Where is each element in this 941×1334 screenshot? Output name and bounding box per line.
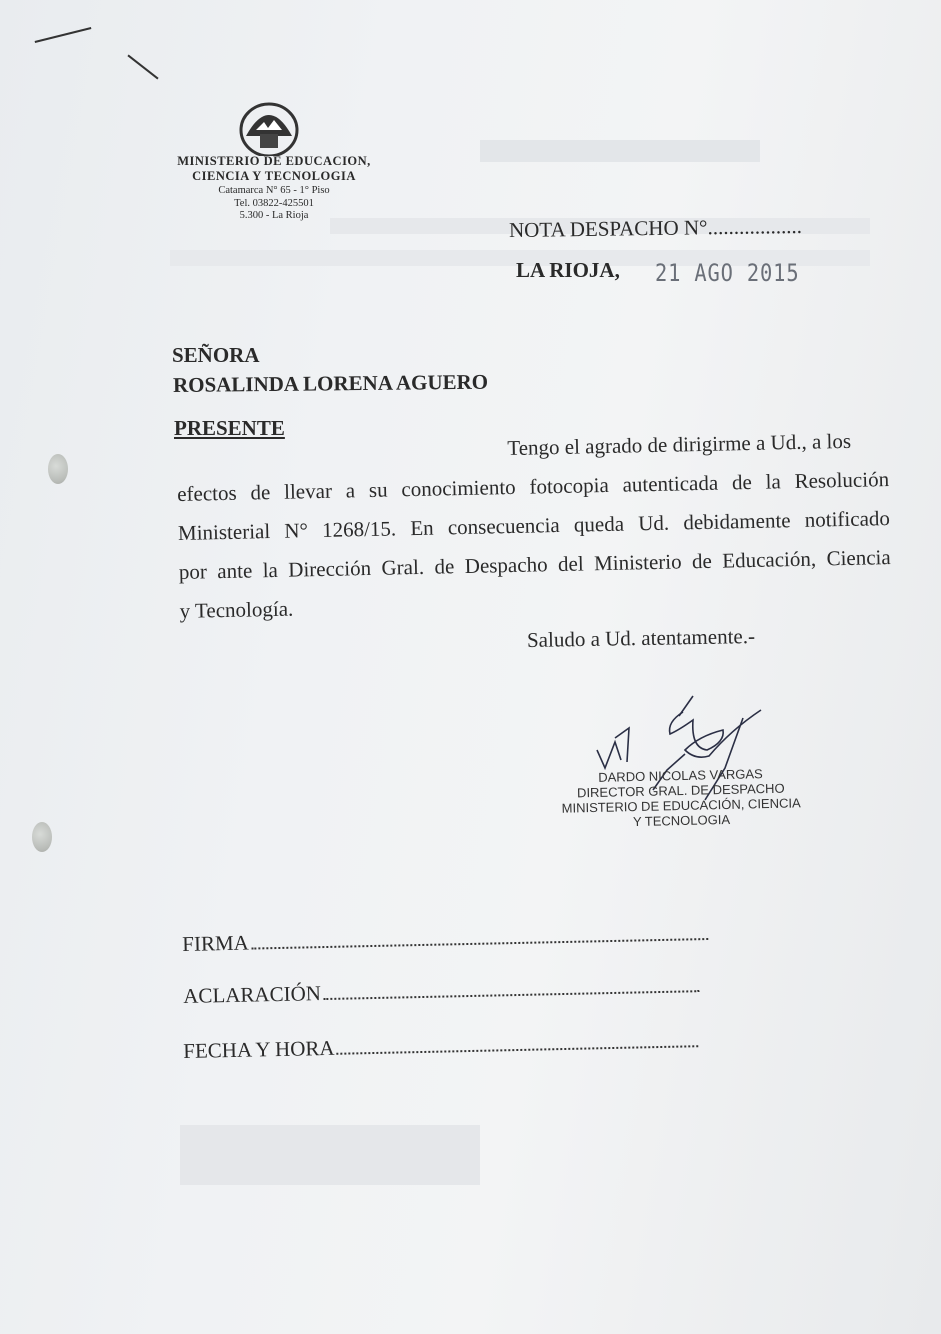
ministry-logo-icon <box>238 100 300 156</box>
nota-label: NOTA DESPACHO N° <box>508 215 708 243</box>
fecha-hora-line <box>337 1044 699 1055</box>
body-line: Tengo el agrado de dirigirme a Ud., a los <box>507 428 852 461</box>
punch-hole <box>48 454 68 484</box>
firma-line <box>251 937 708 950</box>
firma-field <box>182 921 708 957</box>
aclaracion-label: ACLARACIÓN <box>183 981 322 1008</box>
bleed-through-shadow <box>180 1125 480 1185</box>
punch-hole <box>32 822 52 852</box>
signatory-block <box>555 765 806 831</box>
recipient-presente: PRESENTE <box>174 416 285 440</box>
fecha-hora-label: FECHA Y HORA <box>183 1035 335 1063</box>
ministry-phone: Tel. 03822-425501 <box>234 197 314 209</box>
body-paragraph <box>176 421 892 631</box>
nota-number-dots: .................. <box>707 213 803 240</box>
body-line: Ministerial N° 1268/15. En consecuencia queda Ud. debidamente notificado <box>177 506 891 545</box>
recipient-title: SEÑORA <box>172 343 260 367</box>
ministry-header <box>168 154 380 223</box>
fecha-hora-field <box>183 1028 699 1064</box>
body-line: y Tecnología. <box>179 596 294 623</box>
signatory-org: Y TECNOLOGIA <box>632 811 731 830</box>
place-label: LA RIOJA, <box>516 258 620 282</box>
aclaracion-field <box>183 973 699 1009</box>
ministry-address: Catamarca N° 65 - 1° Piso <box>218 185 330 196</box>
ministry-name-line1: MINISTERIO DE EDUCACION, <box>177 154 371 168</box>
nota-despacho <box>509 214 802 243</box>
firma-label: FIRMA <box>182 930 250 956</box>
ministry-name-line2: CIENCIA Y TECNOLOGIA <box>192 169 356 183</box>
bleed-through-shadow <box>480 140 760 162</box>
signatory-org: MINISTERIO DE EDUCACIÓN, CIENCIA <box>561 795 801 816</box>
closing-salutation: Saludo a Ud. atentamente.- <box>526 624 756 652</box>
body-line: por ante la Dirección Gral. de Despacho del Ministerio de Educación, Ciencia <box>178 545 891 584</box>
recipient-name: ROSALINDA LORENA AGUERO <box>172 369 489 397</box>
signatory-name: DARDO NICOLAS VARGAS <box>598 766 763 785</box>
body-line: efectos de llevar a su conocimiento fotocopia autenticada de la Resolución <box>176 467 890 506</box>
ministry-postal: 5.300 - La Rioja <box>239 210 309 221</box>
signatory-role: DIRECTOR GRAL. DE DESPACHO <box>576 780 785 801</box>
pen-mark <box>35 27 92 43</box>
date-stamp: 21 AGO 2015 <box>655 259 800 287</box>
pen-mark <box>127 55 158 80</box>
aclaracion-line <box>323 989 699 1000</box>
